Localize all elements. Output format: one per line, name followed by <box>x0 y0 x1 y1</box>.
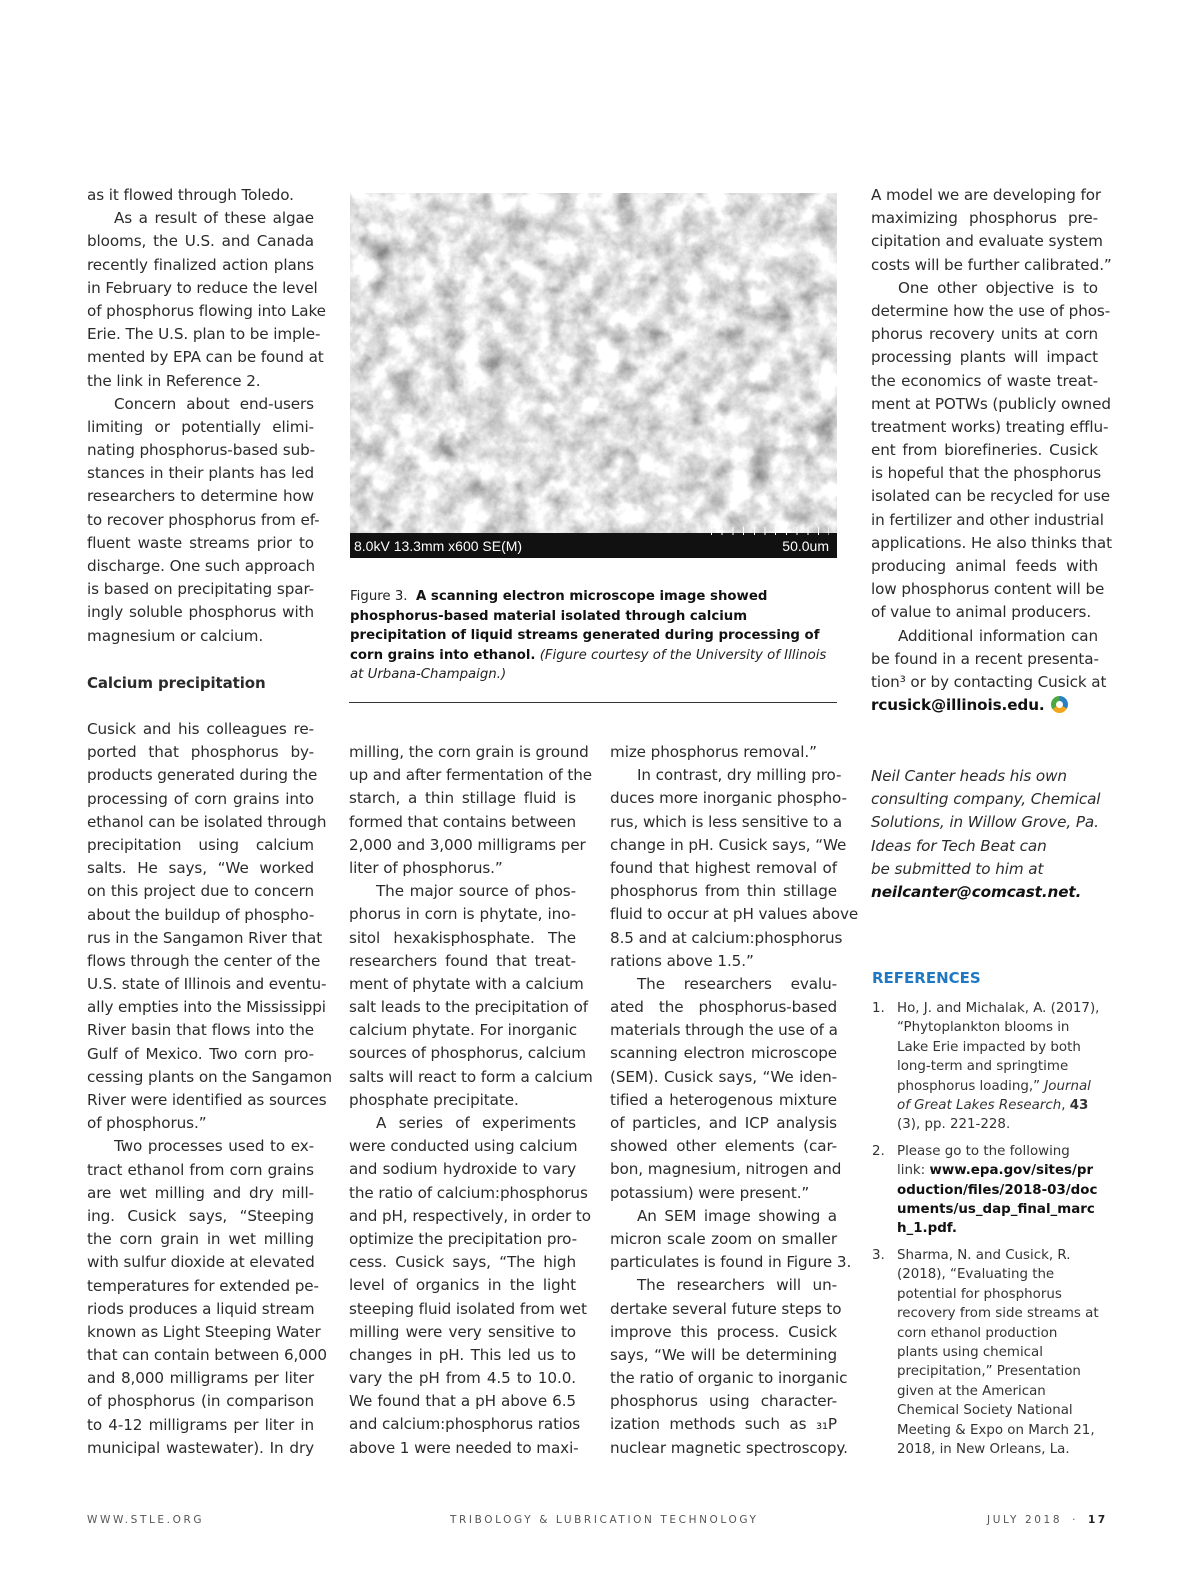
text-line: treatment works) treating efflu- <box>871 417 1109 436</box>
text-line: researchers to determine how <box>87 487 314 506</box>
reference-text: Please go to the following link: <box>897 1143 1070 1179</box>
text-line: milling, the corn grain is ground <box>349 743 589 761</box>
text-line: As a result of these algae <box>114 209 314 228</box>
text-line: (SEM). Cusick says, “We iden- <box>610 1067 837 1086</box>
text-line: tified a heterogenous mixture <box>610 1090 837 1109</box>
stle-logo-icon <box>1051 696 1068 713</box>
text-line: salts will react to form a calcium <box>349 1067 593 1086</box>
text-line: says, “We will be determining <box>610 1345 837 1364</box>
text-line: ally empties into the Mississippi <box>87 998 326 1017</box>
text-line: mize phosphorus removal.” <box>610 743 817 761</box>
references-heading: REFERENCES <box>872 969 981 987</box>
text-line: optimize the precipitation pro- <box>349 1229 578 1248</box>
text-line: nuclear magnetic spectroscopy. <box>610 1438 848 1457</box>
page-number: 17 <box>1087 1514 1108 1526</box>
text-line: known as Light Steeping Water <box>87 1322 321 1341</box>
text-line: with sulfur dioxide at elevated <box>87 1253 315 1272</box>
text-line: isolated can be recycled for use <box>871 487 1111 506</box>
text-line: and calcium:phosphorus ratios <box>349 1415 581 1434</box>
text-line: of phosphorus.” <box>87 1114 207 1133</box>
text-line: riods produces a liquid stream <box>87 1299 315 1318</box>
text-line: duces more inorganic phospho- <box>610 789 847 808</box>
caption-text: A scanning electron microscope image showed phosphorus-based material isolated through calcium precipitation of liquid streams generated during processing of corn grains into ethanol. <box>350 589 820 663</box>
text-line: Cusick and his colleagues re- <box>87 720 314 738</box>
text-line: rus in the Sangamon River that <box>87 928 323 947</box>
text-line: sitol hexakisphosphate. The <box>349 928 576 947</box>
reference-journal: Journal of Great Lakes Research <box>897 1078 1091 1114</box>
column-1-bottom <box>87 718 333 1460</box>
text-line: salt leads to the precipitation of <box>349 998 589 1017</box>
text-line: up and after fermentation of the <box>349 766 593 785</box>
text-line: and 8,000 milligrams per liter <box>87 1369 314 1388</box>
sem-parameters: 8.0kV 13.3mm x600 SE(M) <box>354 538 523 554</box>
text-line: in fertilizer and other industrial <box>871 510 1104 529</box>
text-line: above 1 were needed to maxi- <box>349 1438 579 1457</box>
caption-label: Figure 3. <box>350 589 408 604</box>
text-line: to recover phosphorus from ef- <box>87 510 320 529</box>
reference-text: Ho, J. and Michalak, A. (2017), “Phytoplankton blooms in Lake Erie impacted by both long-term and springtime phosphorus loading,” <box>897 1001 1100 1094</box>
text-line: in February to reduce the level <box>87 278 318 297</box>
text-line: cipitation and evaluate system <box>871 232 1103 251</box>
text-line: were conducted using calcium <box>349 1137 578 1156</box>
figure-caption <box>350 587 840 685</box>
reference-text: Sharma, N. and Cusick, R. (2018), “Evaluating the potential for phosphorus recovery from side streams at corn ethanol production plants using chemical precipitation,” Presentation given at the American Chemical Society National Meeting & Expo on March 21, 2018, in New Orleans, La. <box>897 1247 1099 1457</box>
text-line: the corn grain in wet milling <box>87 1230 314 1249</box>
text-line: costs will be further calibrated.” <box>871 255 1112 274</box>
text-line: fluid to occur at pH values above <box>610 905 859 924</box>
text-line: phorus recovery units at corn <box>871 325 1098 344</box>
text-line: A model we are developing for <box>871 186 1102 204</box>
text-line: products generated during the <box>87 766 318 785</box>
column-2 <box>349 741 593 1460</box>
reference-item <box>872 1246 1102 1459</box>
footer-date: JULY 2018 <box>987 1514 1063 1526</box>
text-line: discharge. One such approach <box>87 557 316 575</box>
text-line: Concern about end-users <box>114 394 314 413</box>
text-line: ported that phosphorus by- <box>87 743 314 762</box>
text-line: Erie. The U.S. plan to be imple- <box>87 325 321 344</box>
text-line: mented by EPA can be found at <box>87 348 324 367</box>
author-bio <box>871 765 1101 904</box>
text-line: tion³ or by contacting Cusick at <box>871 672 1107 691</box>
text-line: sources of phosphorus, calcium <box>349 1044 586 1063</box>
text-line: processing plants will impact <box>871 348 1098 367</box>
text-line: micron scale zoom on smaller <box>610 1229 837 1248</box>
text-line: dertake several future steps to <box>610 1299 842 1318</box>
text-line: producing animal feeds with <box>871 557 1098 575</box>
text-line: the ratio of organic to inorganic <box>610 1369 848 1388</box>
text-line: Gulf of Mexico. Two corn pro- <box>87 1044 314 1063</box>
contact-email-link[interactable]: rcusick@illinois.edu. <box>871 696 1045 715</box>
text-line: improve this process. Cusick <box>610 1322 837 1341</box>
text-line: ingly soluble phosphorus with <box>87 603 314 622</box>
text-line: tract ethanol from corn grains <box>87 1160 314 1179</box>
text-line: River basin that flows into the <box>87 1021 314 1040</box>
text-line: stances in their plants has led <box>87 464 314 483</box>
text-line: We found that a pH above 6.5 <box>349 1392 576 1411</box>
text-line: Additional information can <box>898 626 1098 645</box>
text-line: ment at POTWs (publicly owned <box>871 394 1111 413</box>
scale-label: 50.0um <box>782 538 829 554</box>
text-line: cess. Cusick says, “The high <box>349 1253 576 1272</box>
column-4-text <box>871 184 1112 694</box>
bio-line: consulting company, Chemical <box>871 790 1101 809</box>
text-line: of phosphorus flowing into Lake <box>87 301 326 320</box>
text-line: determine how the use of phos- <box>871 301 1111 320</box>
text-line: the link in Reference 2. <box>87 371 261 390</box>
text-line: to 4-12 milligrams per liter in <box>87 1415 314 1434</box>
text-line: of particles, and ICP analysis <box>610 1114 837 1132</box>
text-line: The researchers evalu- <box>637 974 837 993</box>
text-line: A series of experiments <box>376 1114 576 1132</box>
section-heading: Calcium precipitation <box>87 674 266 692</box>
text-line: starch, a thin stillage fluid is <box>349 789 576 808</box>
divider-rule <box>349 702 837 703</box>
text-line: 2,000 and 3,000 milligrams per <box>349 835 586 854</box>
footer-separator: · <box>1072 1514 1079 1526</box>
text-line: bon, magnesium, nitrogen and <box>610 1160 842 1179</box>
text-line: The researchers will un- <box>637 1276 837 1295</box>
caption-credit: (Figure courtesy of the University of Illinois at Urbana-Champaign.) <box>350 647 827 682</box>
text-line: phosphorus using character- <box>610 1392 837 1411</box>
text-line: level of organics in the light <box>349 1276 576 1295</box>
text-line: particulates is found in Figure 3. <box>610 1253 852 1272</box>
text-line: scanning electron microscope <box>610 1044 837 1063</box>
sem-figure-image <box>350 193 837 558</box>
text-line: are wet milling and dry mill- <box>87 1183 314 1202</box>
reference-number: 1. <box>872 1001 885 1016</box>
text-line: cessing plants on the Sangamon <box>87 1067 333 1086</box>
text-line: materials through the use of a <box>610 1021 838 1040</box>
text-line: One other objective is to <box>898 278 1098 297</box>
text-line: and sodium hydroxide to vary <box>349 1160 576 1179</box>
footer-website[interactable]: WWW.STLE.ORG <box>87 1514 205 1526</box>
text-line: the ratio of calcium:phosphorus <box>349 1183 588 1202</box>
text-line: nating phosphorus-based sub- <box>87 441 316 460</box>
text-line: is based on precipitating spar- <box>87 580 314 599</box>
text-line: changes in pH. This led us to <box>349 1345 576 1364</box>
text-line: recently finalized action plans <box>87 255 314 274</box>
text-line: ization methods such as ₃₁P <box>610 1415 837 1434</box>
column-1-top <box>87 184 326 648</box>
text-line: municipal wastewater). In dry <box>87 1438 314 1457</box>
text-line: River were identified as sources <box>87 1091 327 1109</box>
text-line: Two processes used to ex- <box>114 1137 314 1156</box>
text-line: be found in a recent presenta- <box>871 649 1099 668</box>
reference-number: 3. <box>872 1247 885 1263</box>
text-line: rus, which is less sensitive to a <box>610 812 843 831</box>
text-line: low phosphorus content will be <box>871 580 1105 599</box>
text-line: as it flowed through Toledo. <box>87 186 294 204</box>
reference-volume: 43 <box>1069 1098 1089 1114</box>
text-line: blooms, the U.S. and Canada <box>87 232 314 251</box>
reference-pages: (3), pp. 221-228. <box>897 1117 1011 1133</box>
text-line: change in pH. Cusick says, “We <box>610 835 847 854</box>
text-line: temperatures for extended pe- <box>87 1276 319 1295</box>
bio-line: Ideas for Tech Beat can <box>871 836 1047 855</box>
text-line: U.S. state of Illinois and eventu- <box>87 975 327 994</box>
text-line: phosphate precipitate. <box>349 1090 519 1109</box>
text-line: the economics of waste treat- <box>871 371 1098 390</box>
text-line: of value to animal producers. <box>871 603 1092 622</box>
text-line: limiting or potentially elimi- <box>87 417 314 436</box>
text-line: potassium) were present.” <box>610 1183 810 1202</box>
reference-number: 2. <box>872 1143 885 1159</box>
footer-publication: TRIBOLOGY & LUBRICATION TECHNOLOGY <box>450 1514 759 1526</box>
text-line: liter of phosphorus.” <box>349 858 503 877</box>
text-line: calcium phytate. For inorganic <box>349 1021 577 1040</box>
reference-item: 1. Ho, J. and Michalak, A. (2017), “Phytoplankton blooms in Lake Erie impacted by both long-term and springtime phosphorus loading,” Journal of Great Lakes Research, 43 (3), pp. 221-228. <box>872 1001 1100 1133</box>
text-line: about the buildup of phospho- <box>87 905 315 924</box>
text-line: precipitation using calcium <box>87 835 314 854</box>
text-line: fluent waste streams prior to <box>87 533 314 552</box>
sem-info-bar <box>350 533 837 558</box>
text-line: found that highest removal of <box>610 858 837 877</box>
sem-texture <box>350 193 837 533</box>
reference-item <box>872 1142 1102 1239</box>
text-line: and pH, respectively, in order to <box>349 1206 591 1225</box>
footer-date-page <box>987 1514 1108 1526</box>
text-line: showed other elements (car- <box>610 1137 837 1156</box>
text-line: phosphorus from thin stillage <box>610 882 837 901</box>
text-line: steeping fluid isolated from wet <box>349 1299 587 1318</box>
contact-email-line <box>871 694 1098 717</box>
text-line: magnesium or calcium. <box>87 626 264 645</box>
text-line: maximizing phosphorus pre- <box>871 209 1098 228</box>
reference-link[interactable]: www.epa.gov/sites/production/files/2018-03/documents/us_dap_final_march_1.pdf. <box>897 1163 1098 1237</box>
text-line: ated the phosphorus-based <box>610 998 837 1017</box>
column-4 <box>871 184 1112 717</box>
text-line: ment of phytate with a calcium <box>349 974 584 993</box>
bio-text <box>871 765 1101 881</box>
bio-line: be submitted to him at <box>871 859 1044 878</box>
scale-ticks <box>711 527 829 535</box>
bio-line: Neil Canter heads his own <box>871 767 1067 785</box>
text-line: An SEM image showing a <box>637 1206 837 1225</box>
text-line: processing of corn grains into <box>87 789 314 808</box>
text-line: researchers found that treat- <box>349 951 576 970</box>
text-line: 8.5 and at calcium:phosphorus <box>610 928 843 947</box>
text-line: rations above 1.5.” <box>610 951 754 970</box>
text-line: formed that contains between <box>349 812 576 831</box>
text-line: flows through the center of the <box>87 951 321 970</box>
text-line: ethanol can be isolated through <box>87 812 327 831</box>
text-line: In contrast, dry milling pro- <box>637 766 842 785</box>
text-line: phorus in corn is phytate, ino- <box>349 905 576 924</box>
text-line: vary the pH from 4.5 to 10.0. <box>349 1369 576 1388</box>
text-line: is hopeful that the phosphorus <box>871 464 1102 483</box>
text-line: ent from biorefineries. Cusick <box>871 441 1098 460</box>
text-line: on this project due to concern <box>87 882 314 901</box>
column-3 <box>610 741 859 1460</box>
text-line: ing. Cusick says, “Steeping <box>87 1206 314 1225</box>
text-line: that can contain between 6,000 <box>87 1346 327 1365</box>
bio-email-link[interactable]: neilcanter@comcast.net. <box>871 882 1082 901</box>
bio-line: Solutions, in Willow Grove, Pa. <box>871 813 1099 832</box>
text-line: The major source of phos- <box>376 882 576 901</box>
text-line: salts. He says, “We worked <box>87 859 314 878</box>
text-line: applications. He also thinks that <box>871 533 1112 552</box>
text-line: milling were very sensitive to <box>349 1322 576 1341</box>
text-line: of phosphorus (in comparison <box>87 1392 314 1411</box>
references-list <box>872 999 1102 1466</box>
